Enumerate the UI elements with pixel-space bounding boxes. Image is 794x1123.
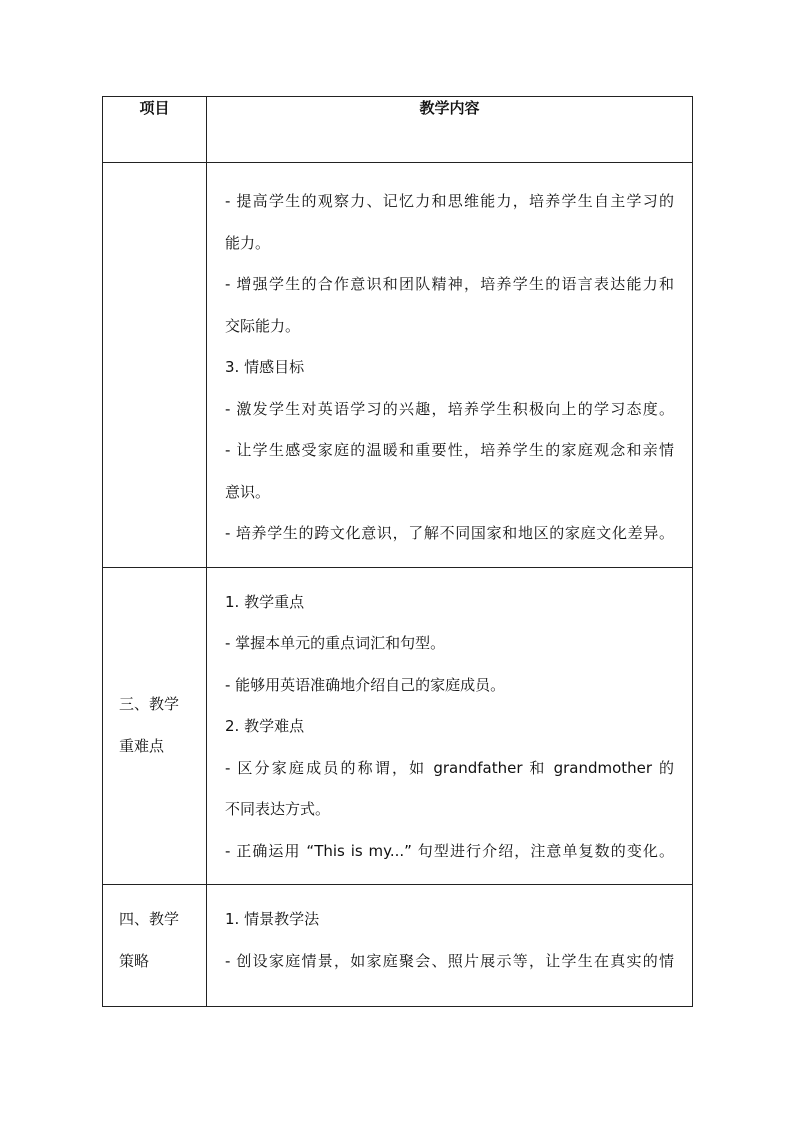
row-content — [207, 885, 693, 1007]
content-line: 能力。 — [225, 233, 271, 252]
content-line: 意识。 — [225, 482, 271, 501]
content-line: 不同表达方式。 — [225, 800, 331, 818]
header-item: 项目 — [103, 97, 207, 163]
content-line: - 正确运用 “This is my...” 句型进行介绍，注意单复数的变化。 — [225, 841, 674, 860]
row-label-line: 四、教学 — [119, 910, 180, 928]
content-line: - 创设家庭情景，如家庭聚会、照片展示等，让学生在真实的情 — [225, 951, 674, 970]
table-header-row — [103, 97, 693, 163]
table-row-objectives — [103, 163, 693, 568]
table-row-teaching-strategy — [103, 885, 693, 1007]
row-label-line: 重难点 — [119, 736, 165, 755]
content-line: - 培养学生的跨文化意识，了解不同国家和地区的家庭文化差异。 — [225, 524, 674, 542]
content-line: 2. 教学难点 — [225, 717, 305, 735]
content-line: - 区分家庭成员的称谓，如 grandfather 和 grandmother 的 — [225, 758, 674, 777]
content-line: 交际能力。 — [225, 316, 301, 335]
content-line: - 掌握本单元的重点词汇和句型。 — [225, 634, 446, 652]
lesson-plan-table — [102, 96, 693, 1007]
content-line: - 能够用英语准确地介绍自己的家庭成员。 — [225, 675, 506, 694]
row-label — [103, 567, 207, 885]
content-line: 1. 教学重点 — [225, 592, 305, 611]
table-row-key-difficult-points — [103, 567, 693, 885]
content-line: 1. 情景教学法 — [225, 910, 320, 928]
row-content — [207, 163, 693, 568]
row-label-line: 三、教学 — [119, 695, 180, 714]
content-line: - 提高学生的观察力、记忆力和思维能力，培养学生自主学习的 — [225, 192, 674, 210]
content-line: - 增强学生的合作意识和团队精神，培养学生的语言表达能力和 — [225, 275, 674, 293]
row-label-line: 策略 — [119, 951, 150, 970]
row-label-empty — [103, 163, 207, 568]
header-content: 教学内容 — [207, 97, 693, 163]
content-line: - 激发学生对英语学习的兴趣，培养学生积极向上的学习态度。 — [225, 399, 674, 418]
content-line: 3. 情感目标 — [225, 358, 305, 376]
row-content — [207, 567, 693, 885]
content-line: - 让学生感受家庭的温暖和重要性，培养学生的家庭观念和亲情 — [225, 441, 674, 459]
row-label — [103, 885, 207, 1007]
